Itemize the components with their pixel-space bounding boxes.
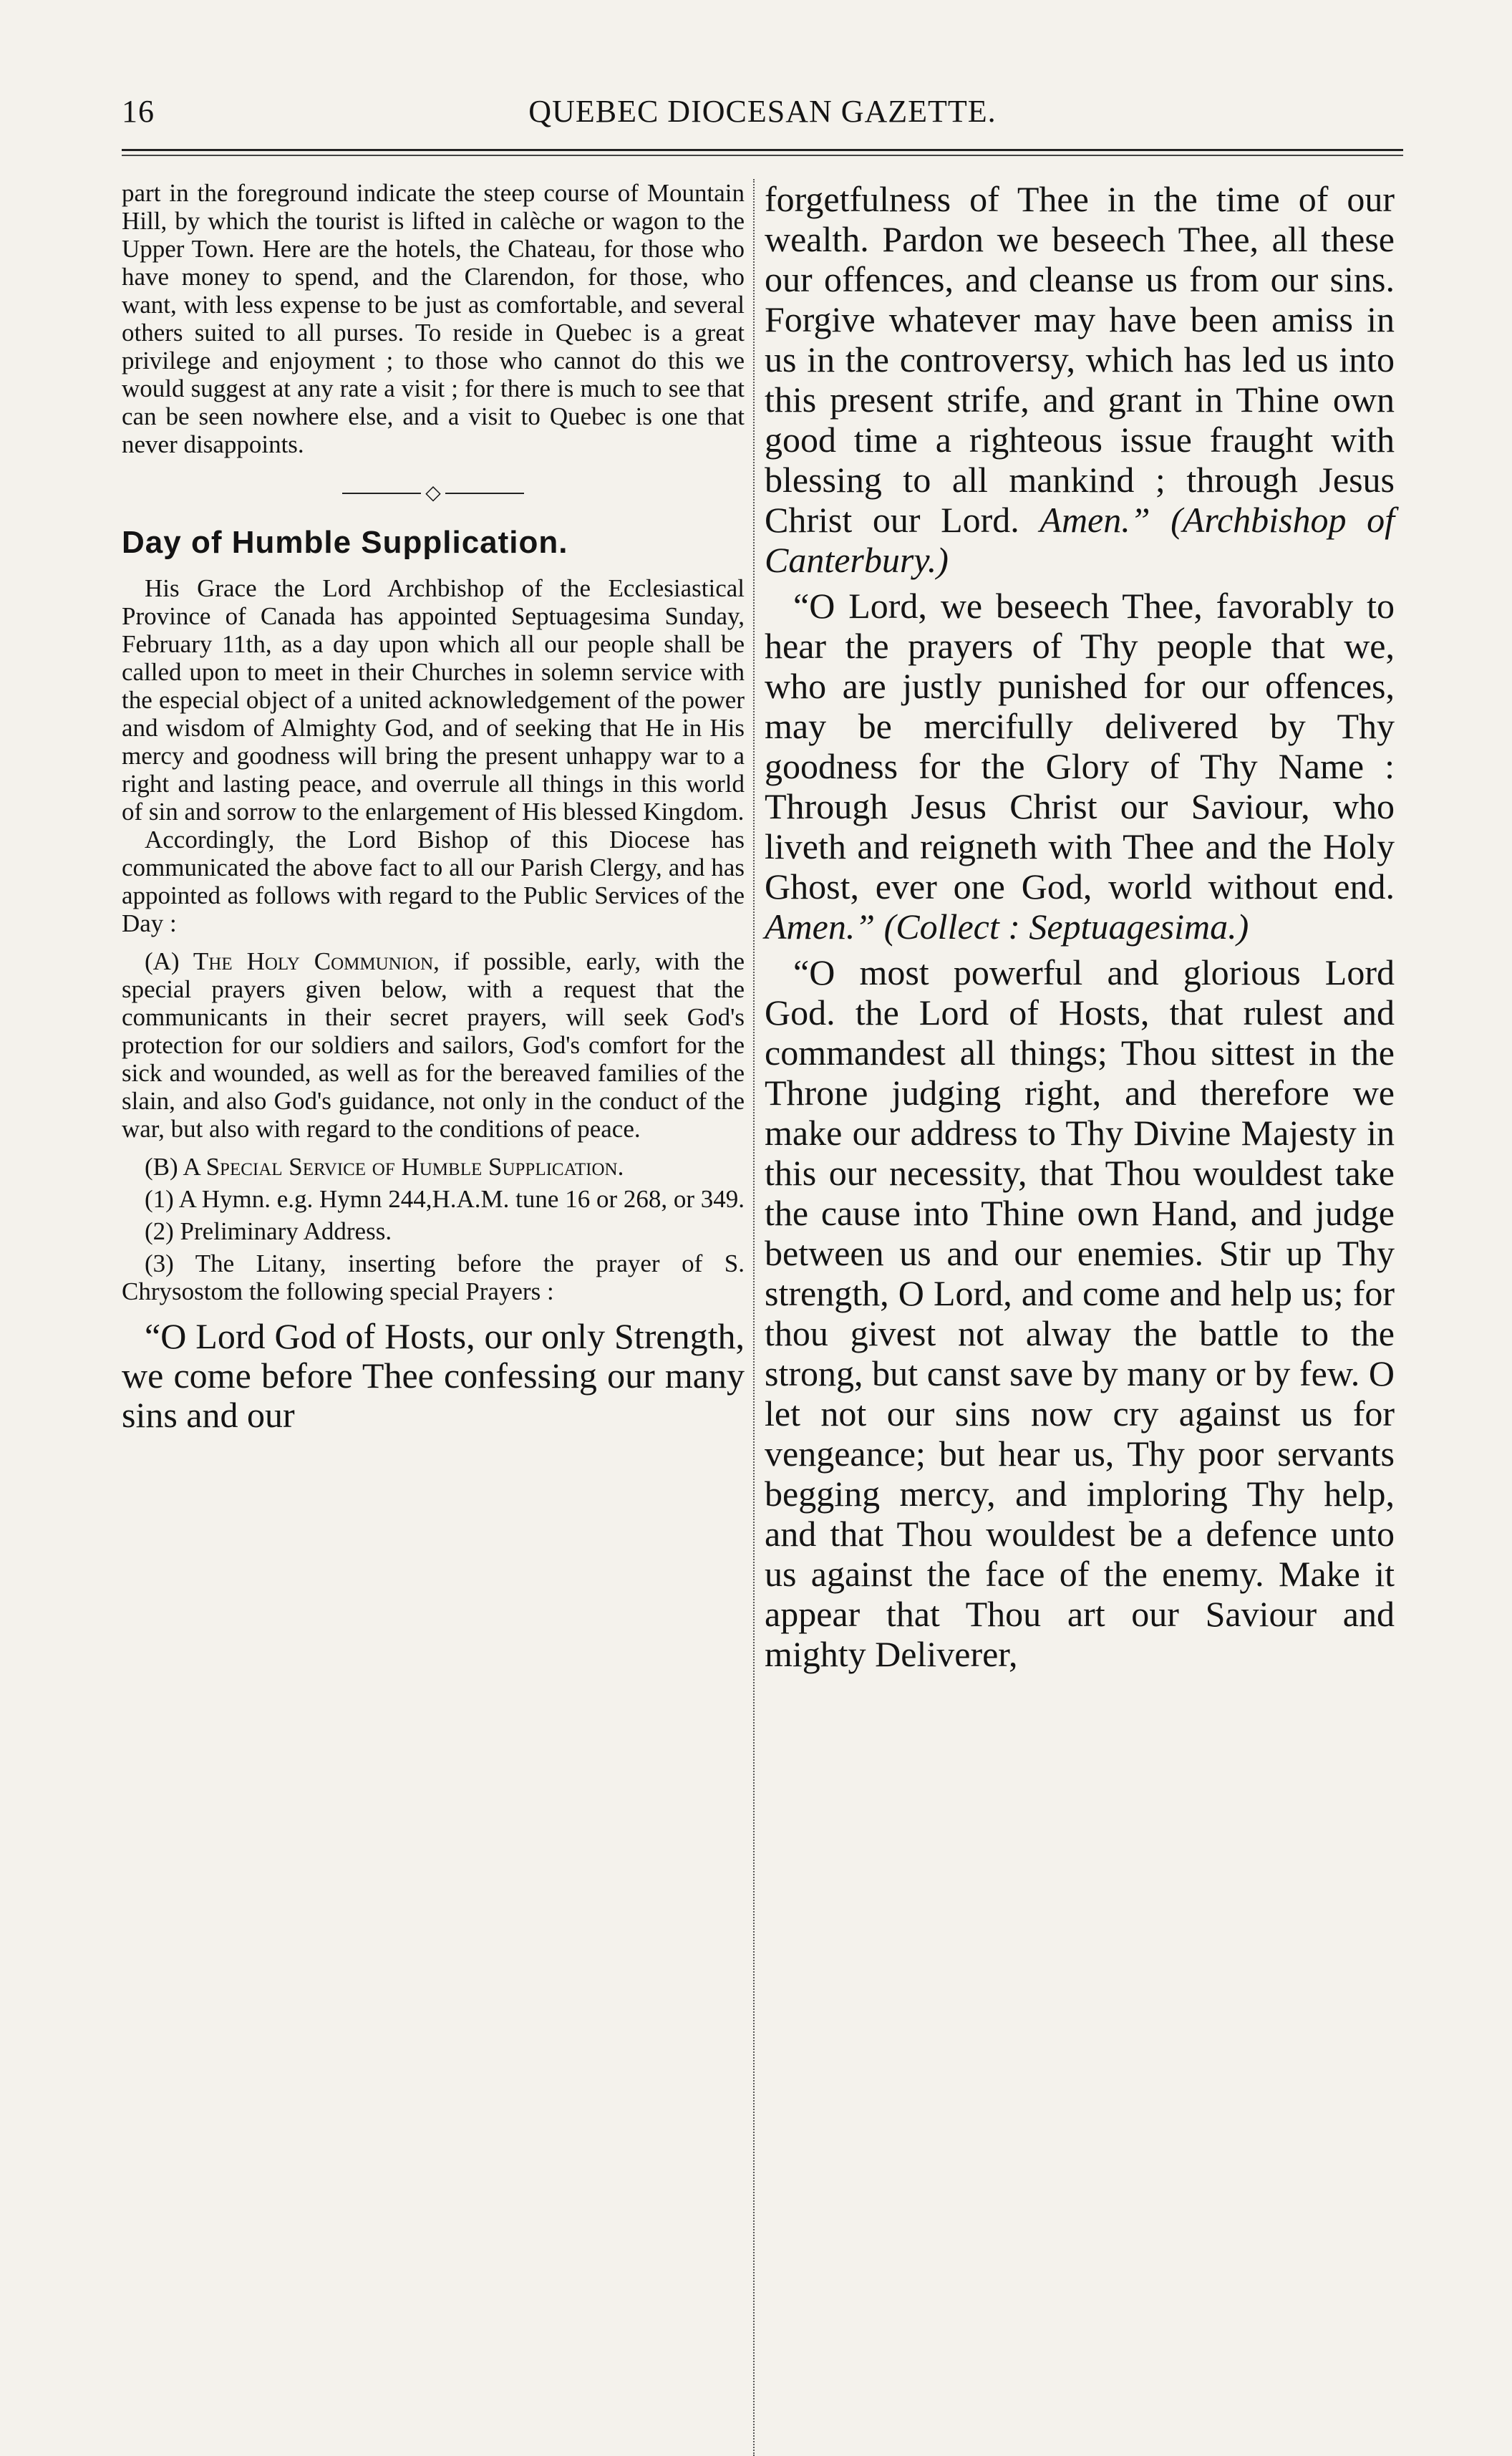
- item-a: [122, 947, 745, 1143]
- left-column: [122, 179, 745, 1435]
- collect-paragraph: [765, 586, 1395, 947]
- right-column: [765, 179, 1395, 1674]
- prayer-source: (Archbishop of Canterbury.): [765, 500, 1395, 580]
- item-b: (B) A Special Service of Humble Supplication.: [145, 1153, 624, 1181]
- item-2: (2) Preliminary Address.: [145, 1217, 392, 1246]
- item-3: (3) The Litany, inserting before the prayer of S. Chrysostom the following special Prayers :: [122, 1249, 745, 1306]
- page-title: QUEBEC DIOCESAN GAZETTE.: [528, 94, 997, 129]
- header-rule-secondary: [122, 155, 1403, 156]
- collect-text: “O Lord, we beseech Thee, favorably to hear the prayers of Thy people that we, who are justly punished for our offences, may be mercifully delivered by Thy goodness for the Glory of Thy Name : Through Jesus Christ our Saviour, who liveth and reigneth with Thee and the Holy Ghost, ever one God, world without end.: [765, 586, 1395, 907]
- prayer-amen: Amen.”: [1040, 500, 1150, 540]
- page-header: [122, 86, 1403, 136]
- item-a-label: (A) The Holy Communion,: [145, 947, 440, 976]
- header-rule: [122, 149, 1403, 151]
- page-number: 16: [122, 94, 155, 129]
- section-ornament: [122, 477, 745, 507]
- prayer-continuation: [765, 179, 1395, 580]
- diocese-paragraph: Accordingly, the Lord Bishop of this Diocese has communicated the above fact to all our Parish Clergy, and has appointed as follows with regard to the Public Services of the Day :: [122, 826, 745, 938]
- announcement-paragraph: His Grace the Lord Archbishop of the Ecclesiastical Province of Canada has appointed Septuagesima Sunday, February 11th, as a day upon which all our people shall be called upon to meet in their Churches in solemn service with the especial object of a united acknowledgement of the power and wisdom of Almighty God, and of seeking that He in His mercy and goodness will bring the present unhappy war to a right and lasting peace, and overrule all things in this world of sin and sorrow to the enlargement of His blessed Kingdom.: [122, 574, 745, 826]
- item-a-text: if possible, early, with the special prayers given below, with a request that the communicants in their secret prayers, will seek God's protection for our soldiers and sailors, God's comfort for the sick and wounded, as well as for the bereaved families of the slain, and also God's guidance, not only in the conduct of the war, but also with regard to the conditions of peace.: [122, 947, 745, 1144]
- intro-paragraph: part in the foreground indicate the steep course of Mountain Hill, by which the tourist is lifted in calèche or wagon to the Upper Town. Here are the hotels, the Chateau, for those who have money to spend, and the Clarendon, for those, who want, with less expense to be just as comfortable, and several others suited to all purses. To reside in Quebec is a great privilege and enjoyment ; to those who cannot do this we would suggest at any rate a visit ; for there is much to see that can be seen nowhere else, and a visit to Quebec is one that never disappoints.: [122, 179, 745, 458]
- prayer-opening: “O Lord God of Hosts, our only Strength, we come before Thee confessing our many sins and our: [122, 1316, 745, 1436]
- collect-amen: Amen.”: [765, 907, 876, 947]
- ornament-line-right: [445, 493, 524, 494]
- column-divider: [753, 179, 755, 2456]
- section-heading: Day of Humble Supplication.: [122, 525, 568, 561]
- prayer-continuation-text: forgetfulness of Thee in the time of our wealth. Pardon we beseech Thee, all these our offences, and cleanse us from our sins. Forgive whatever may have been amiss in us in the controversy, which has led us into this present strife, and grant in Thine own good time a righteous issue fraught with blessing to all mankind ; through Jesus Christ our Lord.: [765, 179, 1395, 540]
- collect-source: (Collect : Septuagesima.): [875, 907, 1249, 947]
- ornament-line-left: [342, 493, 421, 494]
- item-1: (1) A Hymn. e.g. Hymn 244,H.A.M. tune 16 or 268, or 349.: [145, 1185, 745, 1214]
- diamond-icon: ◇: [425, 482, 441, 505]
- powerful-prayer-paragraph: “O most powerful and glorious Lord God. the Lord of Hosts, that rulest and commandest all things; Thou sittest in the Throne judging right, and therefore we make our address to Thy Divine Majesty in this our necessity, that Thou wouldest take the cause into Thine own Hand, and judge between us and our enemies. Stir up Thy strength, O Lord, and come and help us; for thou givest not alway the battle to the strong, but canst save by many or by few. O let not our sins now cry against us for vengeance; but hear us, Thy poor servants begging mercy, and imploring Thy help, and that Thou wouldest be a defence unto us against the face of the enemy. Make it appear that Thou art our Saviour and mighty Deliverer,: [765, 952, 1395, 1674]
